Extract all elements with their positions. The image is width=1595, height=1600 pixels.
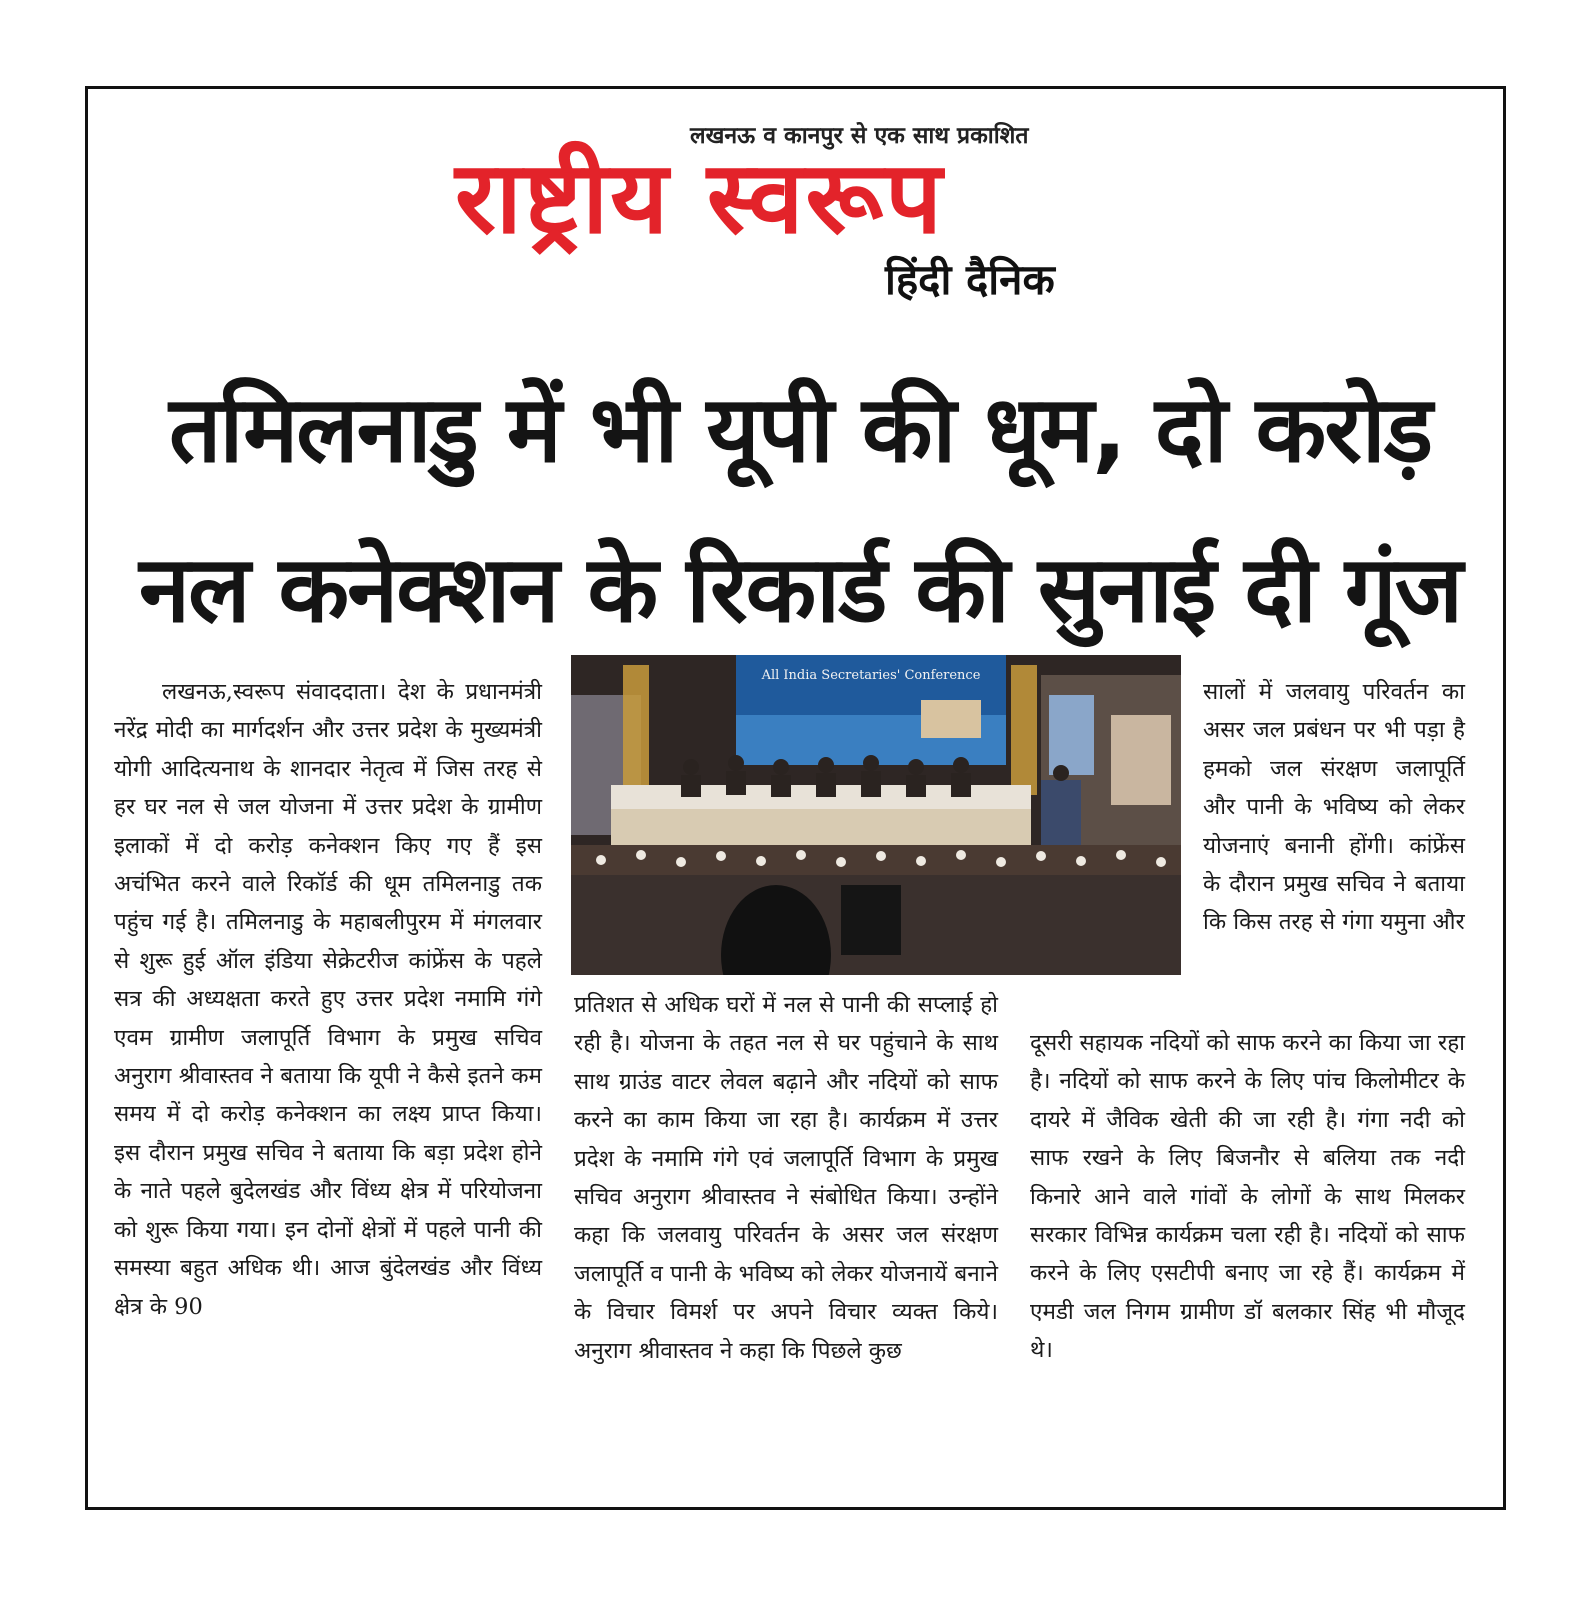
article-headline: तमिलनाडु में भी यूपी की धूम, दो करोड़ नल कनेक्शन के रिकार्ड की सुनाई दी गूंज: [139, 376, 1461, 643]
banner-text: All India Secretaries' Conference: [761, 668, 981, 683]
masthead-tagline: लखनऊ व कानपुर से एक साथ प्रकाशित: [690, 123, 1029, 149]
article-column-1: लखनऊ,स्वरूप संवाददाता। देश के प्रधानमंत्री नरेंद्र मोदी का मार्गदर्शन और उत्तर प्रदेश के मुख्यमंत्री योगी आदित्यनाथ के शानदार नेतृत्व में जिस तरह से हर घर नल से जल योजना में उत्तर प्रदेश के ग्रामीण इलाकों में दो करोड़ कनेक्शन किए गए हैं इस अचंभित करने वाले रिकॉर्ड की धूम तमिलनाडु तक पहुंच गई है। तमिलनाडु के महाबलीपुरम में मंगलवार से शुरू हुई ऑल इंडिया सेक्रेटरीज कांफ्रेंस के पहले सत्र की अध्यक्षता करते हुए उत्तर प्रदेश नमामि गंगे एवम ग्रामीण जलापूर्ति विभाग के प्रमुख सचिव अनुराग श्रीवास्तव ने बताया कि यूपी ने कैसे इतने कम समय में दो करोड़ कनेक्शन का लक्ष्य प्राप्त किया। इस दौरान प्रमुख सचिव ने बताया कि बड़ा प्रदेश होने के नाते पहले बुदेलखंड और विंध्य क्षेत्र में परियोजना को शुरू किया गया। इन दोनों क्षेत्रों में पहले पानी की समस्या बहुत अधिक थी। आज बुंदेलखंड और विंध्य क्षेत्र के 90: [114, 679, 542, 1320]
conference-photo: [571, 655, 1181, 975]
masthead-subtitle: हिंदी दैनिक: [885, 255, 1055, 304]
article-column-2: प्रतिशत से अधिक घरों में नल से पानी की सप्लाई हो रही है। योजना के तहत नल से घर पहुंचाने के साथ साथ ग्राउंड वाटर लेवल बढ़ाने और नदियों को साफ करने का काम किया जा रहा है। कार्यक्रम में उत्तर प्रदेश के नमामि गंगे एवं जलापूर्ति विभाग के प्रमुख सचिव अनुराग श्रीवास्तव ने संबोधित किया। उन्होंने कहा कि जलवायु परिवर्तन के असर जल संरक्षण जलापूर्ति व पानी के भविष्य को लेकर योजनायें बनाने के विचार विमर्श पर अपने विचार व्यक्त किये। अनुराग श्रीवास्तव ने कहा कि पिछले कुछ: [574, 992, 998, 1364]
article-column-3-top: सालों में जलवायु परिवर्तन का असर जल प्रबंधन पर भी पड़ा है हमको जल संरक्षण जलापूर्ति और पानी के भविष्य को लेकर योजनाएं बनानी होंगी। कांफ्रेंस के दौरान प्रमुख सचिव ने बताया कि किस तरह से गंगा यमुना और: [1203, 679, 1465, 936]
masthead-title: राष्ट्रीय स्वरूप: [455, 139, 944, 256]
article-column-3-bottom: दूसरी सहायक नदियों को साफ करने का किया जा रहा है। नदियों को साफ करने के लिए पांच किलोमीटर के दायरे में जैविक खेती की जा रही है। गंगा नदी को साफ रखने के लिए बिजनौर से बलिया तक नदी किनारे आने वाले गांवों के लोगों के साथ मिलकर सरकार विभिन्न कार्यक्रम चला रही है। नदियों को साफ करने के लिए एसटीपी बनाए जा रहे हैं। कार्यक्रम में एमडी जल निगम ग्रामीण डॉ बलकार सिंह भी मौजूद थे।: [1030, 1030, 1465, 1364]
